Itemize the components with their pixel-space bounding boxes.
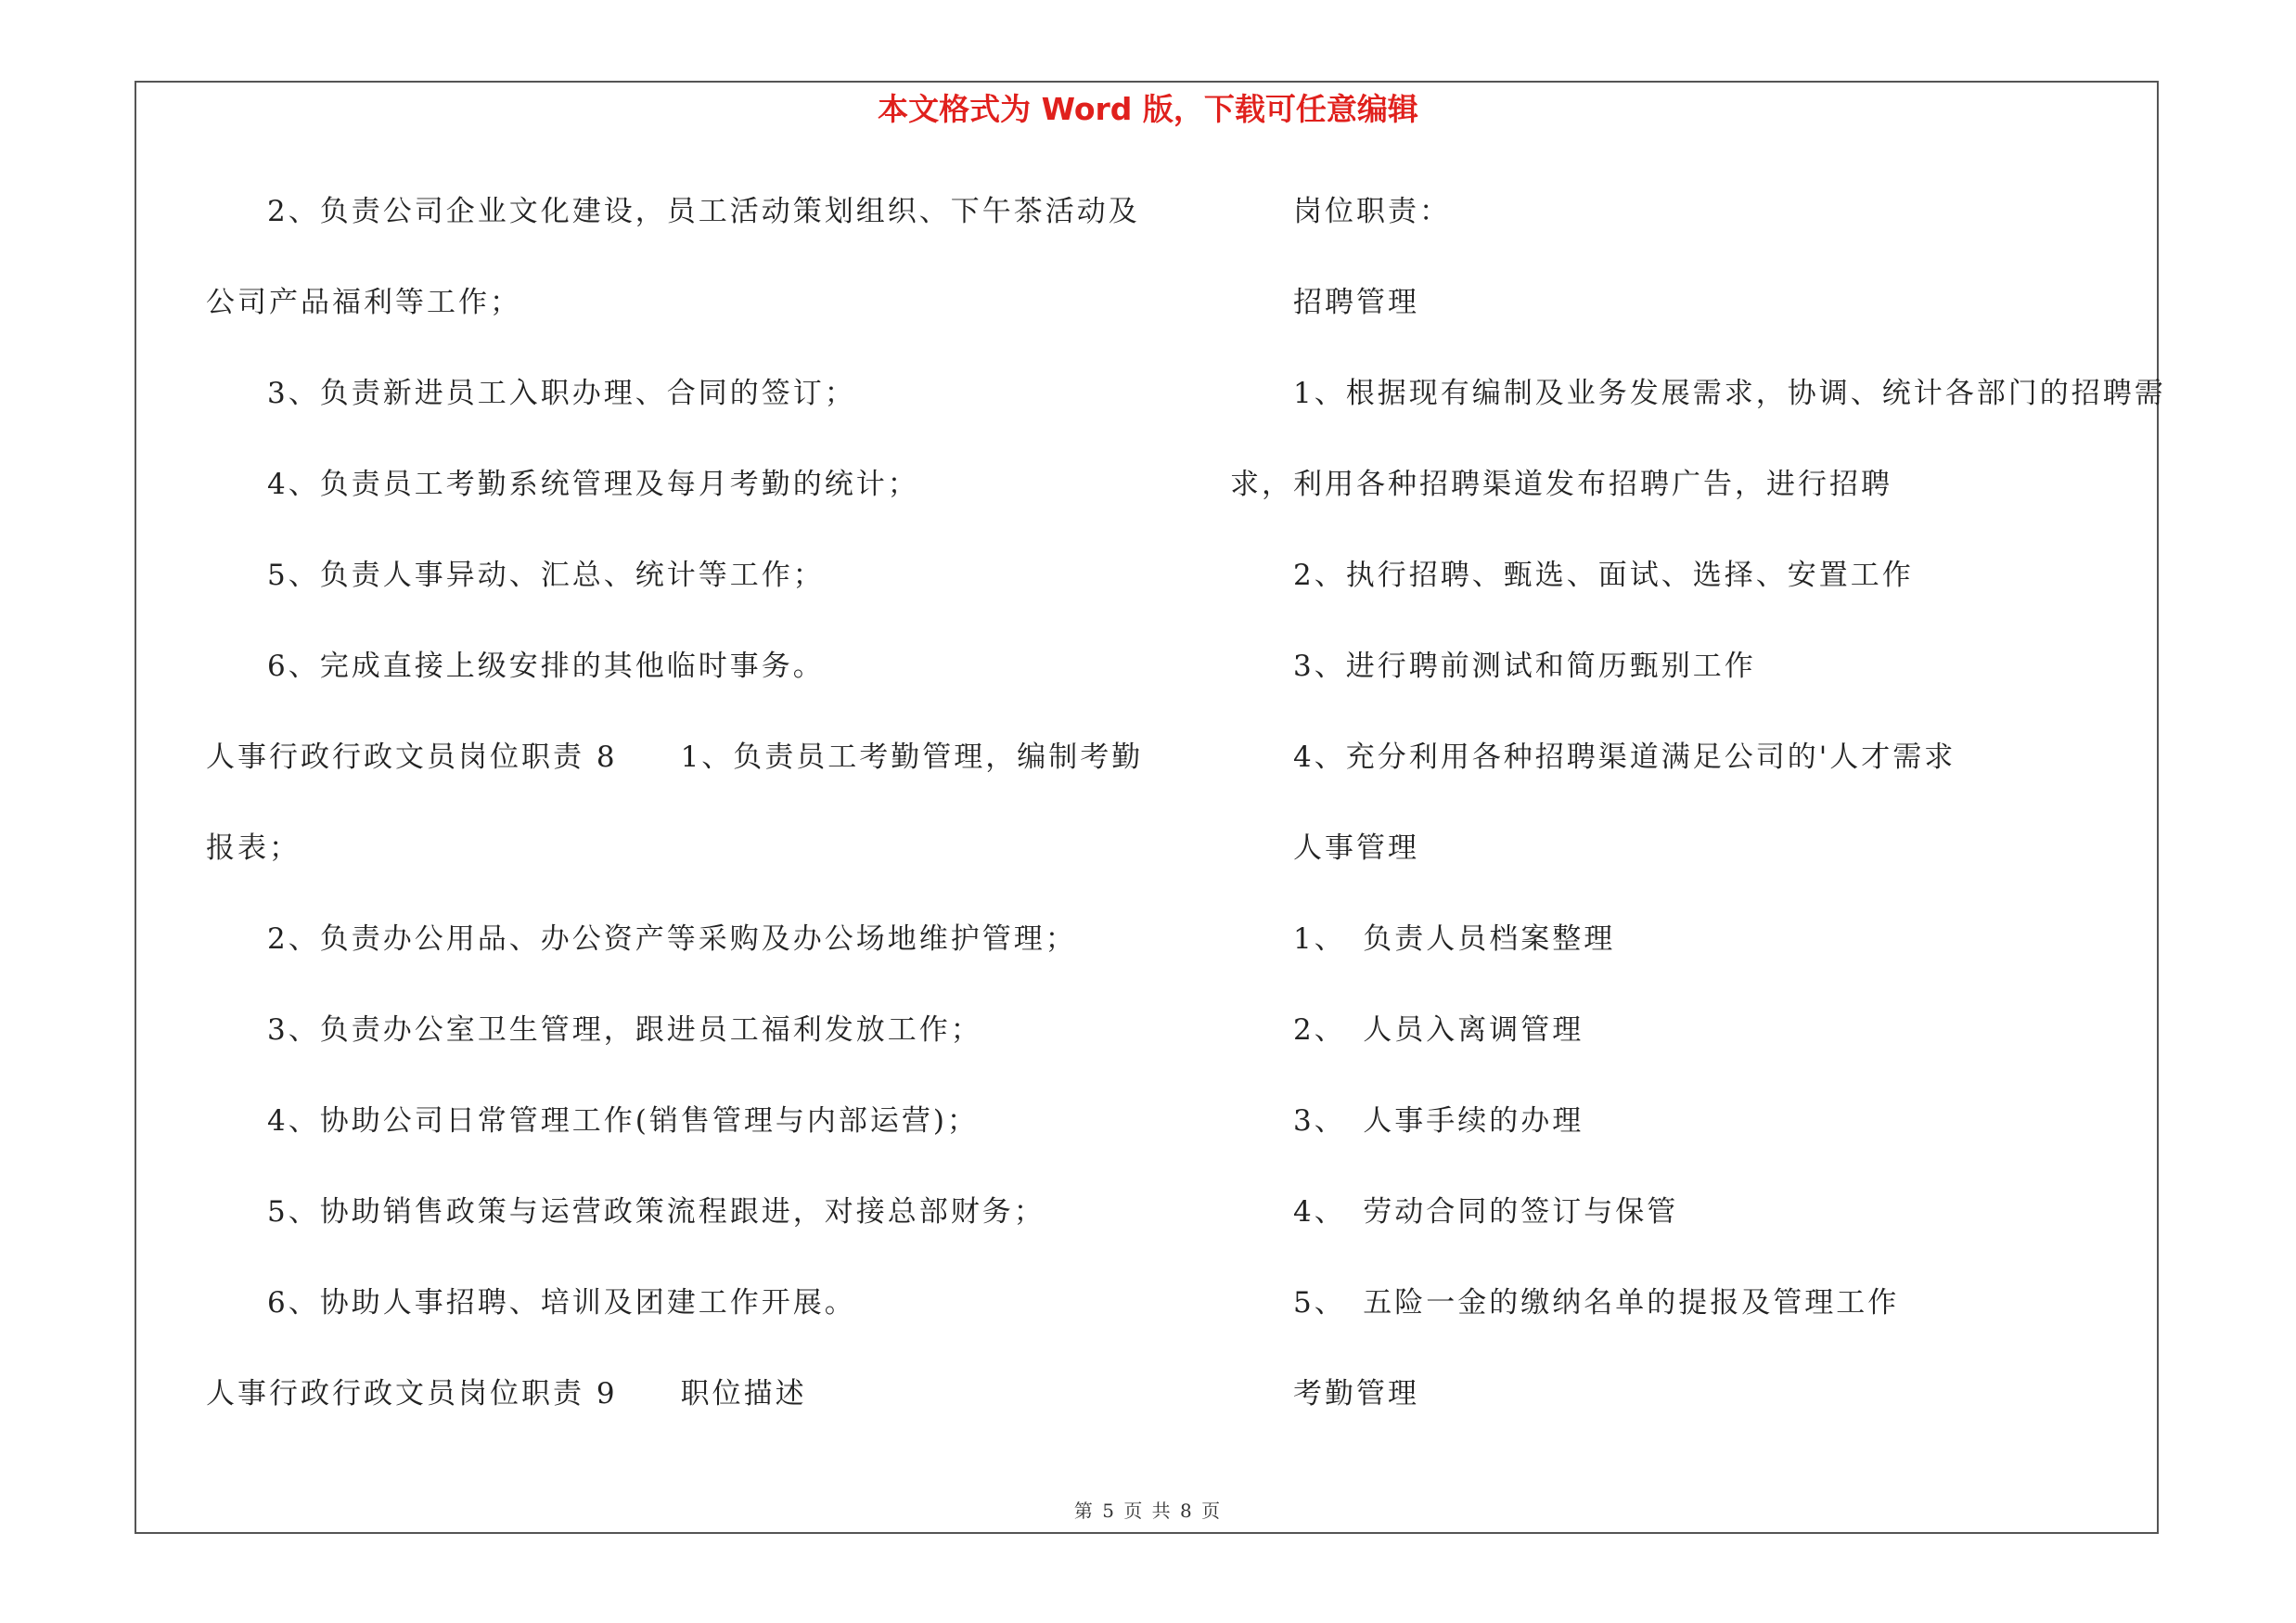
right-line-9: 1、 负责人员档案整理 — [1293, 922, 1616, 956]
right-line-3: 1、根据现有编制及业务发展需求，协调、统计各部门的招聘需 — [1293, 377, 2166, 410]
left-line-3: 3、负责新进员工入职办理、合同的签订； — [267, 377, 856, 410]
page-footer: 第 5 页 共 8 页 — [1073, 1500, 1223, 1522]
left-line-9: 2、负责办公用品、办公资产等采购及办公场地维护管理； — [267, 922, 1077, 956]
left-line-2: 公司产品福利等工作； — [206, 286, 521, 319]
right-line-14: 考勤管理 — [1293, 1377, 1419, 1410]
right-line-10: 2、 人员入离调管理 — [1293, 1013, 1584, 1047]
left-line-6: 6、完成直接上级安排的其他临时事务。 — [267, 650, 825, 683]
right-line-4: 求，利用各种招聘渠道发布招聘广告，进行招聘 — [1230, 468, 1892, 501]
left-line-10: 3、负责办公室卫生管理，跟进员工福利发放工作； — [267, 1013, 982, 1047]
right-line-7: 4、充分利用各种招聘渠道满足公司的'人才需求 — [1293, 741, 1956, 774]
left-line-8: 报表； — [206, 831, 301, 865]
right-line-6: 3、进行聘前测试和简历甄别工作 — [1293, 650, 1756, 683]
right-line-2: 招聘管理 — [1293, 286, 1419, 319]
left-line-7: 人事行政行政文员岗位职责 8 1、负责员工考勤管理，编制考勤 — [206, 741, 1144, 774]
left-line-11: 4、协助公司日常管理工作(销售管理与内部运营)； — [267, 1104, 979, 1138]
left-line-12: 5、协助销售政策与运营政策流程跟进，对接总部财务； — [267, 1195, 1045, 1229]
left-line-14: 人事行政行政文员岗位职责 9 职位描述 — [206, 1377, 807, 1410]
right-line-1: 岗位职责： — [1293, 195, 1451, 228]
right-line-11: 3、 人事手续的办理 — [1293, 1104, 1584, 1138]
right-line-5: 2、执行招聘、甄选、面试、选择、安置工作 — [1293, 559, 1914, 592]
right-line-12: 4、 劳动合同的签订与保管 — [1293, 1195, 1679, 1229]
left-line-4: 4、负责员工考勤系统管理及每月考勤的统计； — [267, 468, 919, 501]
left-line-5: 5、负责人事异动、汇总、统计等工作； — [267, 559, 825, 592]
right-line-8: 人事管理 — [1293, 831, 1419, 865]
left-line-1: 2、负责公司企业文化建设，员工活动策划组织、下午茶活动及 — [267, 195, 1140, 228]
right-line-13: 5、 五险一金的缴纳名单的提报及管理工作 — [1293, 1286, 1900, 1320]
left-line-13: 6、协助人事招聘、培训及团建工作开展。 — [267, 1286, 856, 1320]
page-header: 本文格式为 Word 版，下载可任意编辑 — [878, 91, 1418, 127]
